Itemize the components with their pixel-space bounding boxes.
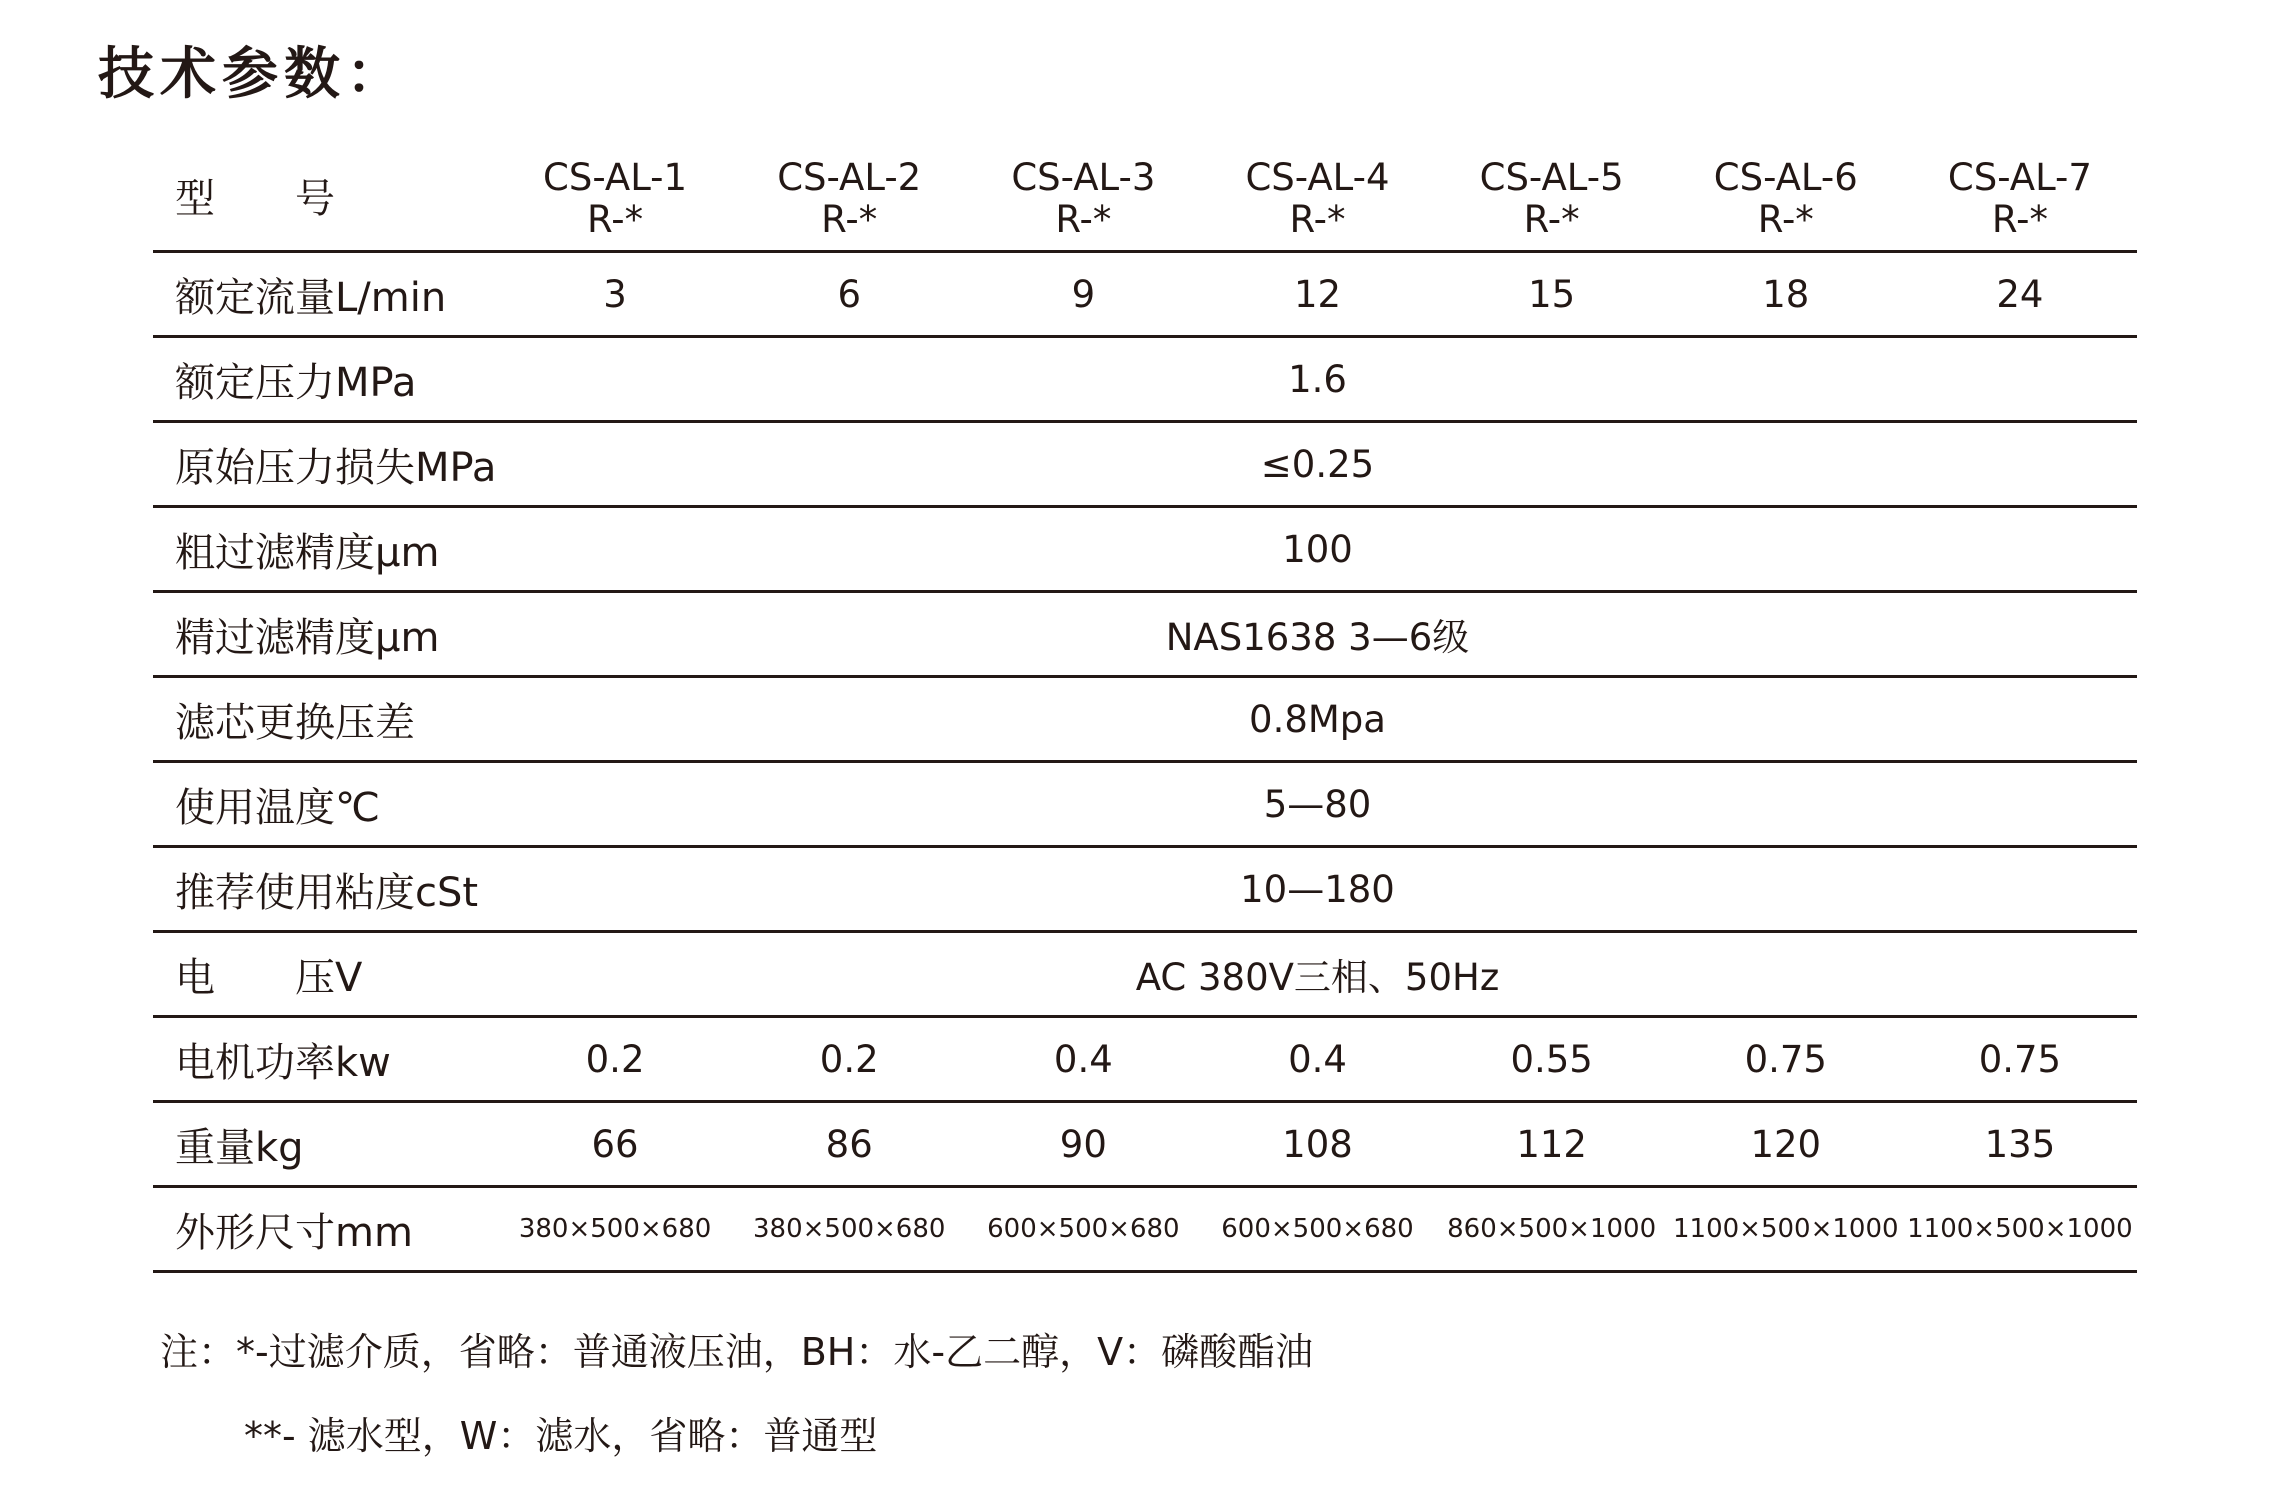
table-cell: 1100×500×1000 xyxy=(1669,1187,1903,1272)
model-header xyxy=(498,148,732,252)
model-header xyxy=(1435,148,1669,252)
model-suffix: R-* xyxy=(1523,198,1580,241)
table-cell: 860×500×1000 xyxy=(1435,1187,1669,1272)
row-label: 滤芯更换压差 xyxy=(153,677,498,762)
table-row-viscosity xyxy=(153,847,2137,932)
table-cell-merged: 10—180 xyxy=(498,847,2137,932)
table-cell: 0.75 xyxy=(1669,1017,1903,1102)
table-cell: 0.2 xyxy=(498,1017,732,1102)
table-cell: 3 xyxy=(498,252,732,337)
table-cell: 12 xyxy=(1200,252,1434,337)
row-label: 粗过滤精度μm xyxy=(153,507,498,592)
table-row-initial-pressure-loss xyxy=(153,422,2137,507)
model-name: CS-AL-7 xyxy=(1947,156,2092,199)
table-cell: 18 xyxy=(1669,252,1903,337)
model-suffix: R-* xyxy=(1055,198,1112,241)
table-row-dimensions xyxy=(153,1187,2137,1272)
table-row-rated-pressure xyxy=(153,337,2137,422)
note-line-1: 注：*-过滤介质，省略：普通液压油，BH：水-乙二醇，V：磷酸酯油 xyxy=(160,1330,1314,1374)
table-row-weight xyxy=(153,1102,2137,1187)
row-label: 外形尺寸mm xyxy=(153,1187,498,1272)
table-cell-merged: 0.8Mpa xyxy=(498,677,2137,762)
row-label: 使用温度℃ xyxy=(153,762,498,847)
table-cell: 0.75 xyxy=(1903,1017,2137,1102)
table-cell: 24 xyxy=(1903,252,2137,337)
table-cell: 380×500×680 xyxy=(732,1187,966,1272)
table-cell-merged: AC 380V三相、50Hz xyxy=(498,932,2137,1017)
table-cell: 600×500×680 xyxy=(1200,1187,1434,1272)
model-name: CS-AL-3 xyxy=(1011,156,1156,199)
row-label: 重量kg xyxy=(153,1102,498,1187)
table-row-coarse-precision xyxy=(153,507,2137,592)
table-cell: 0.4 xyxy=(1200,1017,1434,1102)
row-label: 电机功率kw xyxy=(153,1017,498,1102)
note-line-2: **- 滤水型，W：滤水，省略：普通型 xyxy=(244,1414,878,1458)
notes xyxy=(160,1310,1313,1478)
header-label: 型 号 xyxy=(153,148,498,252)
model-header xyxy=(1903,148,2137,252)
model-header xyxy=(732,148,966,252)
table-row-fine-precision xyxy=(153,592,2137,677)
page-title: 技术参数： xyxy=(98,42,408,107)
table-cell: 112 xyxy=(1435,1102,1669,1187)
model-name: CS-AL-2 xyxy=(777,156,922,199)
table-cell: 86 xyxy=(732,1102,966,1187)
table-cell-merged: 100 xyxy=(498,507,2137,592)
row-label: 原始压力损失MPa xyxy=(153,422,498,507)
table-cell: 120 xyxy=(1669,1102,1903,1187)
table-cell: 1100×500×1000 xyxy=(1903,1187,2137,1272)
table-cell: 90 xyxy=(966,1102,1200,1187)
table-row-motor-power xyxy=(153,1017,2137,1102)
model-suffix: R-* xyxy=(1991,198,2048,241)
table-cell: 108 xyxy=(1200,1102,1434,1187)
model-name: CS-AL-4 xyxy=(1245,156,1390,199)
model-header xyxy=(1669,148,1903,252)
model-header xyxy=(966,148,1200,252)
model-suffix: R-* xyxy=(821,198,878,241)
table-cell: 380×500×680 xyxy=(498,1187,732,1272)
table-cell: 0.55 xyxy=(1435,1017,1669,1102)
table-row-rated-flow xyxy=(153,252,2137,337)
row-label: 电 压V xyxy=(153,932,498,1017)
table-cell: 6 xyxy=(732,252,966,337)
table-row-temperature xyxy=(153,762,2137,847)
table-cell: 135 xyxy=(1903,1102,2137,1187)
table-cell: 0.2 xyxy=(732,1017,966,1102)
row-label: 额定压力MPa xyxy=(153,337,498,422)
table-cell: 66 xyxy=(498,1102,732,1187)
table-cell: 600×500×680 xyxy=(966,1187,1200,1272)
model-name: CS-AL-5 xyxy=(1479,156,1624,199)
table-row-voltage xyxy=(153,932,2137,1017)
table-cell: 0.4 xyxy=(966,1017,1200,1102)
model-suffix: R-* xyxy=(587,198,644,241)
table-cell-merged: 5—80 xyxy=(498,762,2137,847)
spec-table xyxy=(153,148,2137,1273)
table-cell-merged: NAS1638 3—6级 xyxy=(498,592,2137,677)
table-cell: 15 xyxy=(1435,252,1669,337)
row-label: 额定流量L/min xyxy=(153,252,498,337)
model-name: CS-AL-6 xyxy=(1713,156,1858,199)
model-suffix: R-* xyxy=(1757,198,1814,241)
model-header xyxy=(1200,148,1434,252)
table-cell-merged: 1.6 xyxy=(498,337,2137,422)
table-cell-merged: ≤0.25 xyxy=(498,422,2137,507)
table-header-row xyxy=(153,148,2137,252)
model-name: CS-AL-1 xyxy=(543,156,688,199)
row-label: 精过滤精度μm xyxy=(153,592,498,677)
model-suffix: R-* xyxy=(1289,198,1346,241)
table-cell: 9 xyxy=(966,252,1200,337)
table-row-element-change-dp xyxy=(153,677,2137,762)
row-label: 推荐使用粘度cSt xyxy=(153,847,498,932)
